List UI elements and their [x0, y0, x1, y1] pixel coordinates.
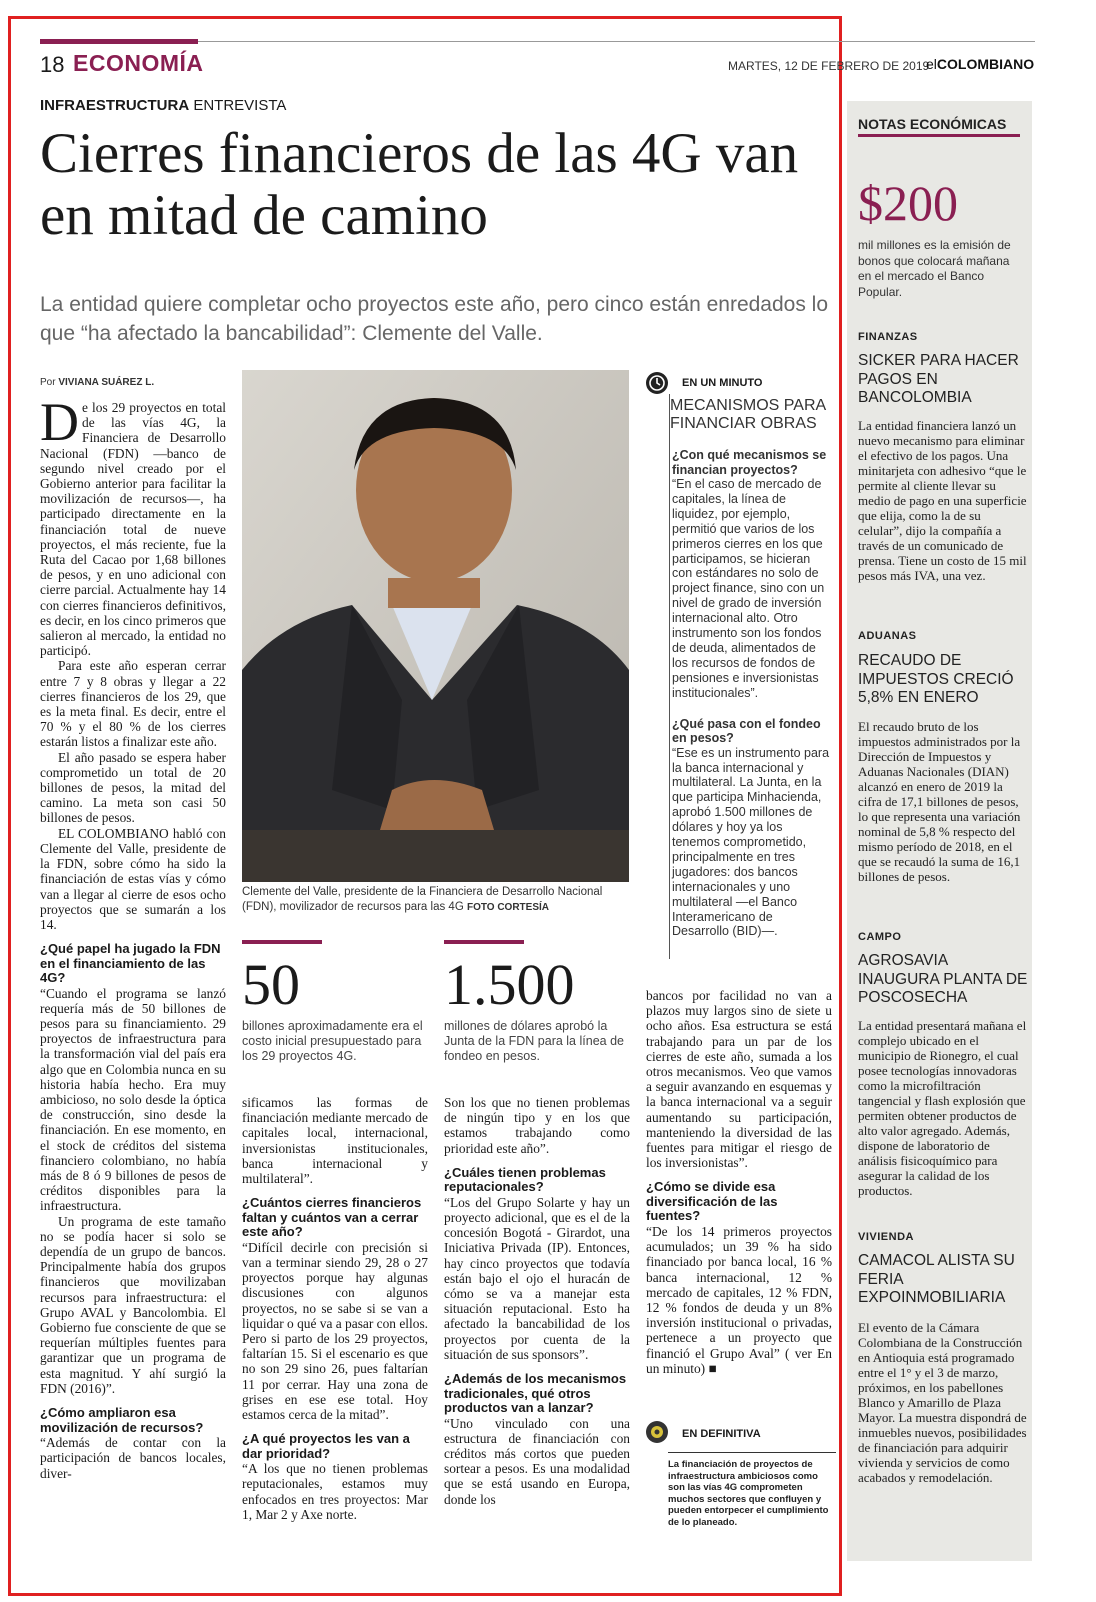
- section-name: ECONOMÍA: [73, 50, 204, 76]
- deck: La entidad quiere completar ocho proyectos este año, pero cinco están enredados lo que “ha afectado la bancabilidad”: Clemente del Valle.: [40, 293, 829, 345]
- note-label: ADUANAS: [858, 630, 917, 642]
- answer: “Uno vinculado con una estructura de financiación con créditos más cortos que pueden sortear a pesos. Es una modalidad que se está usando en Europa, donde los: [444, 1415, 630, 1507]
- issue-date: MARTES, 12 DE FEBRERO DE 2019: [728, 59, 930, 73]
- question: ¿Cómo se divide esa diversificación de las fuentes?: [646, 1179, 778, 1224]
- question: ¿Cuáles tienen problemas reputacionales?: [444, 1164, 606, 1195]
- photo-credit: FOTO CORTESÍA: [466, 902, 550, 913]
- answer: “En el caso de mercado de capitales, la línea de liquidez, por ejemplo, permitió que varios de los primeros cierres en los que participamos, se hicieran con estándares no solo de project finance, sino con un nivel de grado de inversión internacional alto. Otro instrumento son los fondos de deuda, alimentados de los recursos de fondos de pensiones e inversionistas institucionales”.: [672, 477, 825, 700]
- target-icon: [646, 1421, 668, 1443]
- brand-prefix: el: [926, 56, 937, 72]
- headline: Cierres financieros de las 4G van en mitad de camino: [40, 122, 799, 247]
- stat-accent-bar: [444, 940, 524, 944]
- answer: “Difícil decirle con precisión si van a terminar siendo 29, 28 o 27 proyectos porque hay algunas discusiones con algunos proyectos, no se sabe si se van a liquidar o qué va a pasar con ellos. Pero si parto de los 29 proyectos, faltarían 15. Si el escenario es que no son 29 sino 26, pues faltarían 11 por cerrar. Hay una zona de grises en ese ese total. Hoy estamos cerca de la mitad”.: [242, 1239, 428, 1422]
- answer: sificamos las formas de financiación mediante mercado de capitales local, internacional, inversionistas institucionales, banca internacional y multilateral”.: [242, 1095, 428, 1187]
- paragraph: El año pasado se espera haber comprometido un total de 20 billones de pesos, la mitad del camino. La meta son casi 50 billones de pesos.: [40, 749, 226, 826]
- note-label: CAMPO: [858, 931, 902, 943]
- note-body: La entidad financiera lanzó un nuevo mecanismo para eliminar el efectivo de los pagos. Una minitarjeta con adhesivo “que le permite al cliente llevar su medio de pago en una superficie que elija, como la de su celular”, dijo la compañía a través de un comunicado de prensa. Tiene un costo de 15 mil pesos más IVA, una vez.: [858, 418, 1027, 583]
- note-label: VIVIENDA: [858, 1231, 914, 1243]
- note-body: El recaudo bruto de los impuestos administrados por la Dirección de Impuestos y Aduanas Nacionales (DIAN) alcanzó en enero de 2019 la cifra de 17,1 billones de pesos, lo que representa una variación nominal de 5,8 % respecto del mismo período de 2018, en el que se recaudó la suma de 16,1 billones de pesos.: [858, 719, 1021, 884]
- drop-cap: D: [40, 400, 79, 452]
- sidebar-title: NOTAS ECONÓMICAS: [858, 116, 1007, 132]
- note-heading: CAMACOL ALISTA SU FERIA EXPOINMOBILIARIA: [858, 1252, 1015, 1306]
- portrait-illustration: [242, 370, 629, 882]
- article-column-1: [40, 400, 226, 1528]
- article-column-3: [444, 1095, 630, 1535]
- stat-description: billones aproximadamente era el costo inicial presupuestado para los 29 proyectos 4G.: [242, 1019, 423, 1063]
- question: ¿Qué pasa con el fondeo en pesos?: [672, 716, 821, 746]
- article-column-2: [242, 1095, 428, 1535]
- definitiva-text: La financiación de proyectos de infraestructura ambiciosos como son las vías 4G comprometen muchos sectores que confluyen y pueden entorpecer el cumplimiento de lo planeado.: [668, 1452, 836, 1528]
- byline: [40, 377, 154, 388]
- answer: “Los del Grupo Solarte y hay un proyecto adicional, que es el de la concesión Bogotá - Girardot, una Iniciativa Privada (IP). Entonces, hay cinco proyectos que todavía están bajo el ojo el huracán de cómo se va a manejar esta situación reputacional. Esto ha afectado la bancabilidad de los proyectos por cuenta de la situación de sus sponsors”.: [444, 1194, 630, 1362]
- answer: “Ese es un instrumento para la banca internacional y multilateral. La Junta, en la que participa Minhacienda, aprobó 1.500 millones de dólares y hoy ya los tenemos comprometido, principalmente en tres jugadores: dos bancos internacionales y uno multilateral —el Banco Interamericano de Desarrollo (BID)—.: [672, 745, 830, 939]
- clock-icon: [646, 372, 668, 394]
- section-accent-bar: [40, 39, 198, 44]
- stat-description: millones de dólares aprobó la Junta de la FDN para la línea de fondeo en pesos.: [444, 1019, 624, 1063]
- answer: Un programa de este tamaño no se podía hacer si solo se dependía de un grupo de bancos. Principalmente había dos grupos financieros que movilizaban recursos para infraestructura: el Grupo AVAL y Bancolombia. El Gobierno fue consciente de que se requerían múltiples fuentes para garantizar que un programa de esta magnitud. Y ahí surgió la FDN (2016)”.: [40, 1213, 226, 1396]
- definitiva-label: EN DEFINITIVA: [682, 1428, 761, 1440]
- minute-title: MECANISMOS PARA FINANCIAR OBRAS: [670, 397, 826, 432]
- answer: Son los que no tienen problemas de ningún tipo y en los que estamos trabajando como prioridad este año”.: [444, 1095, 630, 1156]
- note-body: La entidad presentará mañana el complejo ubicado en el municipio de Rionegro, el cual posee tecnologías innovadoras como la microfiltración tangencial y flash explosión que permiten obtener productos de alto valor agregado. Además, dispone de laboratorio de análisis fisicoquímico para asegurar la calidad de los productos.: [858, 1018, 1027, 1198]
- caption-text: Clemente del Valle, presidente de la Financiera de Desarrollo Nacional (FDN), movilizador de recursos para las 4G: [242, 886, 603, 913]
- paragraph: EL COLOMBIANO habló con Clemente del Valle, presidente de la FDN, sobre cómo ha sido la financiación de estas vías y cómo van a llegar al cierre de esos ocho proyectos que se sumarán a los 14.: [40, 825, 226, 932]
- note-heading: AGROSAVIA INAUGURA PLANTA DE POSCOSECHA: [858, 952, 1028, 1006]
- answer: bancos por facilidad no van a plazos muy largos sino de siete u ocho años. Esa estructura se está trabajando para un par de los cierres de este año, sumada a los otros mecanismos. Veo que vamos a seguir avanzando en esquemas y la banca internacional va a seguir aumentando su participación, manteniendo la diversidad de las fuentes para mitigar el riesgo de los inversionistas”.: [646, 988, 832, 1171]
- sidebar-big-number-text: mil millones es la emisión de bonos que colocará mañana en el mercado el Banco Popular.: [858, 238, 1011, 299]
- paragraph: Para este año esperan cerrar entre 7 y 8 obras y llegar a 22 cierres financieros de los 29, que es la meta final. Es decir, entre el 70 % y el 80 % de los cierres estarán listos a finalizar este año.: [40, 658, 226, 750]
- answer: “A los que no tienen problemas reputacionales, estamos muy enfocados en tres proyectos: Mar 1, Mar 2 y Axe norte.: [242, 1461, 428, 1522]
- article-column-4: [646, 988, 832, 1408]
- question: ¿Cómo ampliaron esa movilización de recursos?: [40, 1405, 204, 1435]
- sidebar-big-number: $200: [858, 175, 958, 231]
- brand-name: COLOMBIANO: [936, 56, 1035, 72]
- stat-accent-bar: [242, 940, 322, 944]
- question: ¿A qué proyectos les van a dar prioridad?: [242, 1431, 410, 1461]
- question: ¿Cuántos cierres financieros faltan y cuántos van a cerrar este año?: [242, 1195, 422, 1240]
- answer: “Cuando el programa se lanzó requería más de 50 billones de pesos para su financiamiento. 29 proyectos de infraestructura para la transformación vial del país era algo que en Colombia nunca en su historia había hecho. Era muy ambicioso, no solo desde la óptica de construcción, sino desde la financiación. En ese momento, en el stock de créditos del sistema financiero colombiano, no había más de 8 ó 9 billones de pesos de créditos disponibles para la infraestructura.: [40, 985, 226, 1214]
- sidebar-title-underline: [858, 134, 1020, 137]
- kicker: [40, 97, 286, 114]
- byline-prefix: Por: [40, 377, 59, 388]
- question: ¿Con qué mecanismos se financian proyectos?: [672, 448, 827, 477]
- minute-content: [672, 440, 832, 939]
- portrait-photo: [242, 370, 629, 882]
- note-heading: SICKER PARA HACER PAGOS EN BANCOLOMBIA: [858, 352, 1019, 406]
- question: ¿Qué papel ha jugado la FDN en el financiamiento de las 4G?: [40, 941, 221, 986]
- kicker-type: ENTREVISTA: [189, 97, 287, 114]
- note-body: El evento de la Cámara Colombiana de la Construcción en Antioquia está programado entre el 1° y el 3 de marzo, próximos, en los pabellones Blanco y Amarillo de Plaza Mayor. La muestra dispondrá de inmuebles nuevos, posibilidades de financiación para adquirir vivienda y servicios de como acabados y remodelación.: [858, 1320, 1027, 1485]
- answer: “De los 14 primeros proyectos acumulados; un 39 % ha sido financiado por banca local, 16 % banca internacional, 12 % mercado de capitales, 12 % FDN, 12 % fondos de deuda y un 8% inversión institucional o privadas, pertenece a un proyecto que financió el Grupo Aval” ( ver En un minuto) ■: [646, 1223, 832, 1376]
- note-heading: RECAUDO DE IMPUESTOS CRECIÓ 5,8% EN ENERO: [858, 652, 1014, 706]
- kicker-topic: INFRAESTRUCTURA: [40, 97, 190, 114]
- photo-caption: [242, 885, 632, 915]
- stat-number: 1.500: [444, 952, 575, 1017]
- paragraph: [40, 400, 226, 658]
- minute-label: EN UN MINUTO: [682, 377, 763, 389]
- answer: “Además de contar con la participación de bancos locales, diver-: [40, 1435, 226, 1481]
- byline-author: VIVIANA SUÁREZ L.: [58, 377, 155, 388]
- minute-divider: [669, 394, 670, 959]
- paragraph-text: e los 29 proyectos en total de las vías 4G, la Financiera de Desarrollo Nacional (FDN) —banco de segundo nivel creado por el Gobierno anterior para facilitar la movilización de recursos—, ha participado directamente en la financiación total de nueve proyectos, el más reciente, fue la Ruta del Cacao por 1,68 billones de pesos, y en uno adicional con cierre parcial. Actualmente hay 14 con cierres financieros definitivos, es decir, en los cinco primeros que salieron al mercado, la entidad no participó.: [40, 400, 226, 659]
- question: ¿Además de los mecanismos tradicionales, qué otros productos van a lanzar?: [444, 1371, 627, 1416]
- stat-number: 50: [242, 952, 300, 1017]
- page-number: 18: [40, 52, 65, 77]
- note-label: FINANZAS: [858, 331, 918, 343]
- newspaper-brand: [926, 56, 1034, 72]
